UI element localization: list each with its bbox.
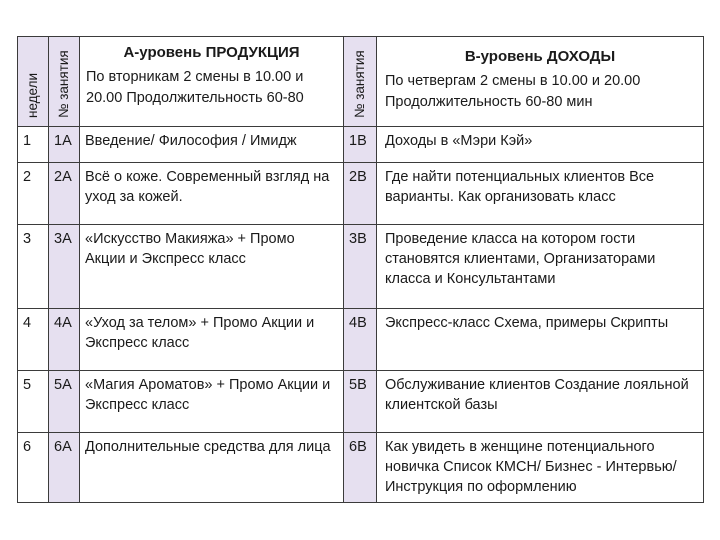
lesson-b-topic: Экспресс-класс Схема, примеры Скрипты bbox=[385, 315, 669, 331]
lesson-a-topic: «Искусство Макияжа» + Промо Акции и Экспресс класс bbox=[85, 231, 295, 267]
week-number: 4 bbox=[23, 315, 32, 331]
level-b-title: В-уровень ДОХОДЫ bbox=[464, 48, 616, 65]
week-number: 5 bbox=[23, 377, 32, 393]
table-row bbox=[18, 433, 704, 503]
lesson-column-label-a: № занятия bbox=[56, 50, 71, 118]
week-number: 6 bbox=[23, 439, 32, 455]
lesson-b-number: 2В bbox=[349, 169, 367, 185]
lesson-b-number: 4В bbox=[349, 315, 367, 331]
week-column-label: недели bbox=[25, 72, 40, 118]
table-row bbox=[18, 127, 704, 163]
table-row bbox=[18, 163, 704, 225]
lesson-a-topic: «Уход за телом» + Промо Акции и Экспресс класс bbox=[85, 315, 315, 351]
schedule-table bbox=[17, 36, 704, 503]
table-row bbox=[18, 309, 704, 371]
lesson-a-number: 1А bbox=[54, 133, 72, 149]
lesson-a-topic: «Магия Ароматов» + Промо Акции и Экспресс класс bbox=[85, 377, 331, 413]
level-a-title: А-уровень ПРОДУКЦИЯ bbox=[123, 44, 300, 61]
header-week-cell bbox=[18, 37, 49, 127]
header-level-a-cell bbox=[80, 37, 344, 127]
lesson-b-number: 3В bbox=[349, 231, 367, 247]
lesson-b-topic: Проведение класса на котором гости становятся клиентами, Организаторами класса и Консультантами bbox=[385, 231, 656, 287]
header-row bbox=[18, 37, 704, 127]
header-lesson-b-cell bbox=[344, 37, 377, 127]
lesson-b-number: 1В bbox=[349, 133, 367, 149]
lesson-a-number: 5А bbox=[54, 377, 72, 393]
level-a-schedule: По вторникам 2 смены в 10.00 и 20.00 Продолжительность 60-80 bbox=[86, 69, 304, 106]
lesson-a-number: 3А bbox=[54, 231, 72, 247]
week-number: 2 bbox=[23, 169, 32, 185]
lesson-a-topic: Всё о коже. Современный взгляд на уход за кожей. bbox=[85, 169, 330, 205]
lesson-a-topic: Дополнительные средства для лица bbox=[85, 439, 331, 455]
lesson-b-topic: Где найти потенциальных клиентов Все варианты. Как организовать класс bbox=[385, 169, 655, 205]
week-number: 1 bbox=[23, 133, 32, 149]
lesson-a-topic: Введение/ Философия / Имидж bbox=[85, 133, 297, 149]
lesson-a-number: 6А bbox=[54, 439, 72, 455]
lesson-column-label-b: № занятия bbox=[352, 50, 367, 118]
lesson-b-number: 5В bbox=[349, 377, 367, 393]
week-number: 3 bbox=[23, 231, 32, 247]
table-row bbox=[18, 225, 704, 309]
lesson-b-topic: Доходы в «Мэри Кэй» bbox=[385, 133, 533, 149]
header-level-b-cell bbox=[377, 37, 704, 127]
lesson-a-number: 2А bbox=[54, 169, 72, 185]
level-b-schedule: По четвергам 2 смены в 10.00 и 20.00 Продолжительность 60-80 мин bbox=[385, 73, 641, 110]
header-lesson-a-cell bbox=[49, 37, 80, 127]
lesson-b-number: 6В bbox=[349, 439, 367, 455]
lesson-b-topic: Как увидеть в женщине потенциального новичка Список КМСН/ Бизнес - Интервью/ Инструкция по оформлению bbox=[385, 439, 677, 495]
lesson-a-number: 4А bbox=[54, 315, 72, 331]
lesson-b-topic: Обслуживание клиентов Создание лояльной клиентской базы bbox=[385, 377, 689, 413]
table-row bbox=[18, 371, 704, 433]
